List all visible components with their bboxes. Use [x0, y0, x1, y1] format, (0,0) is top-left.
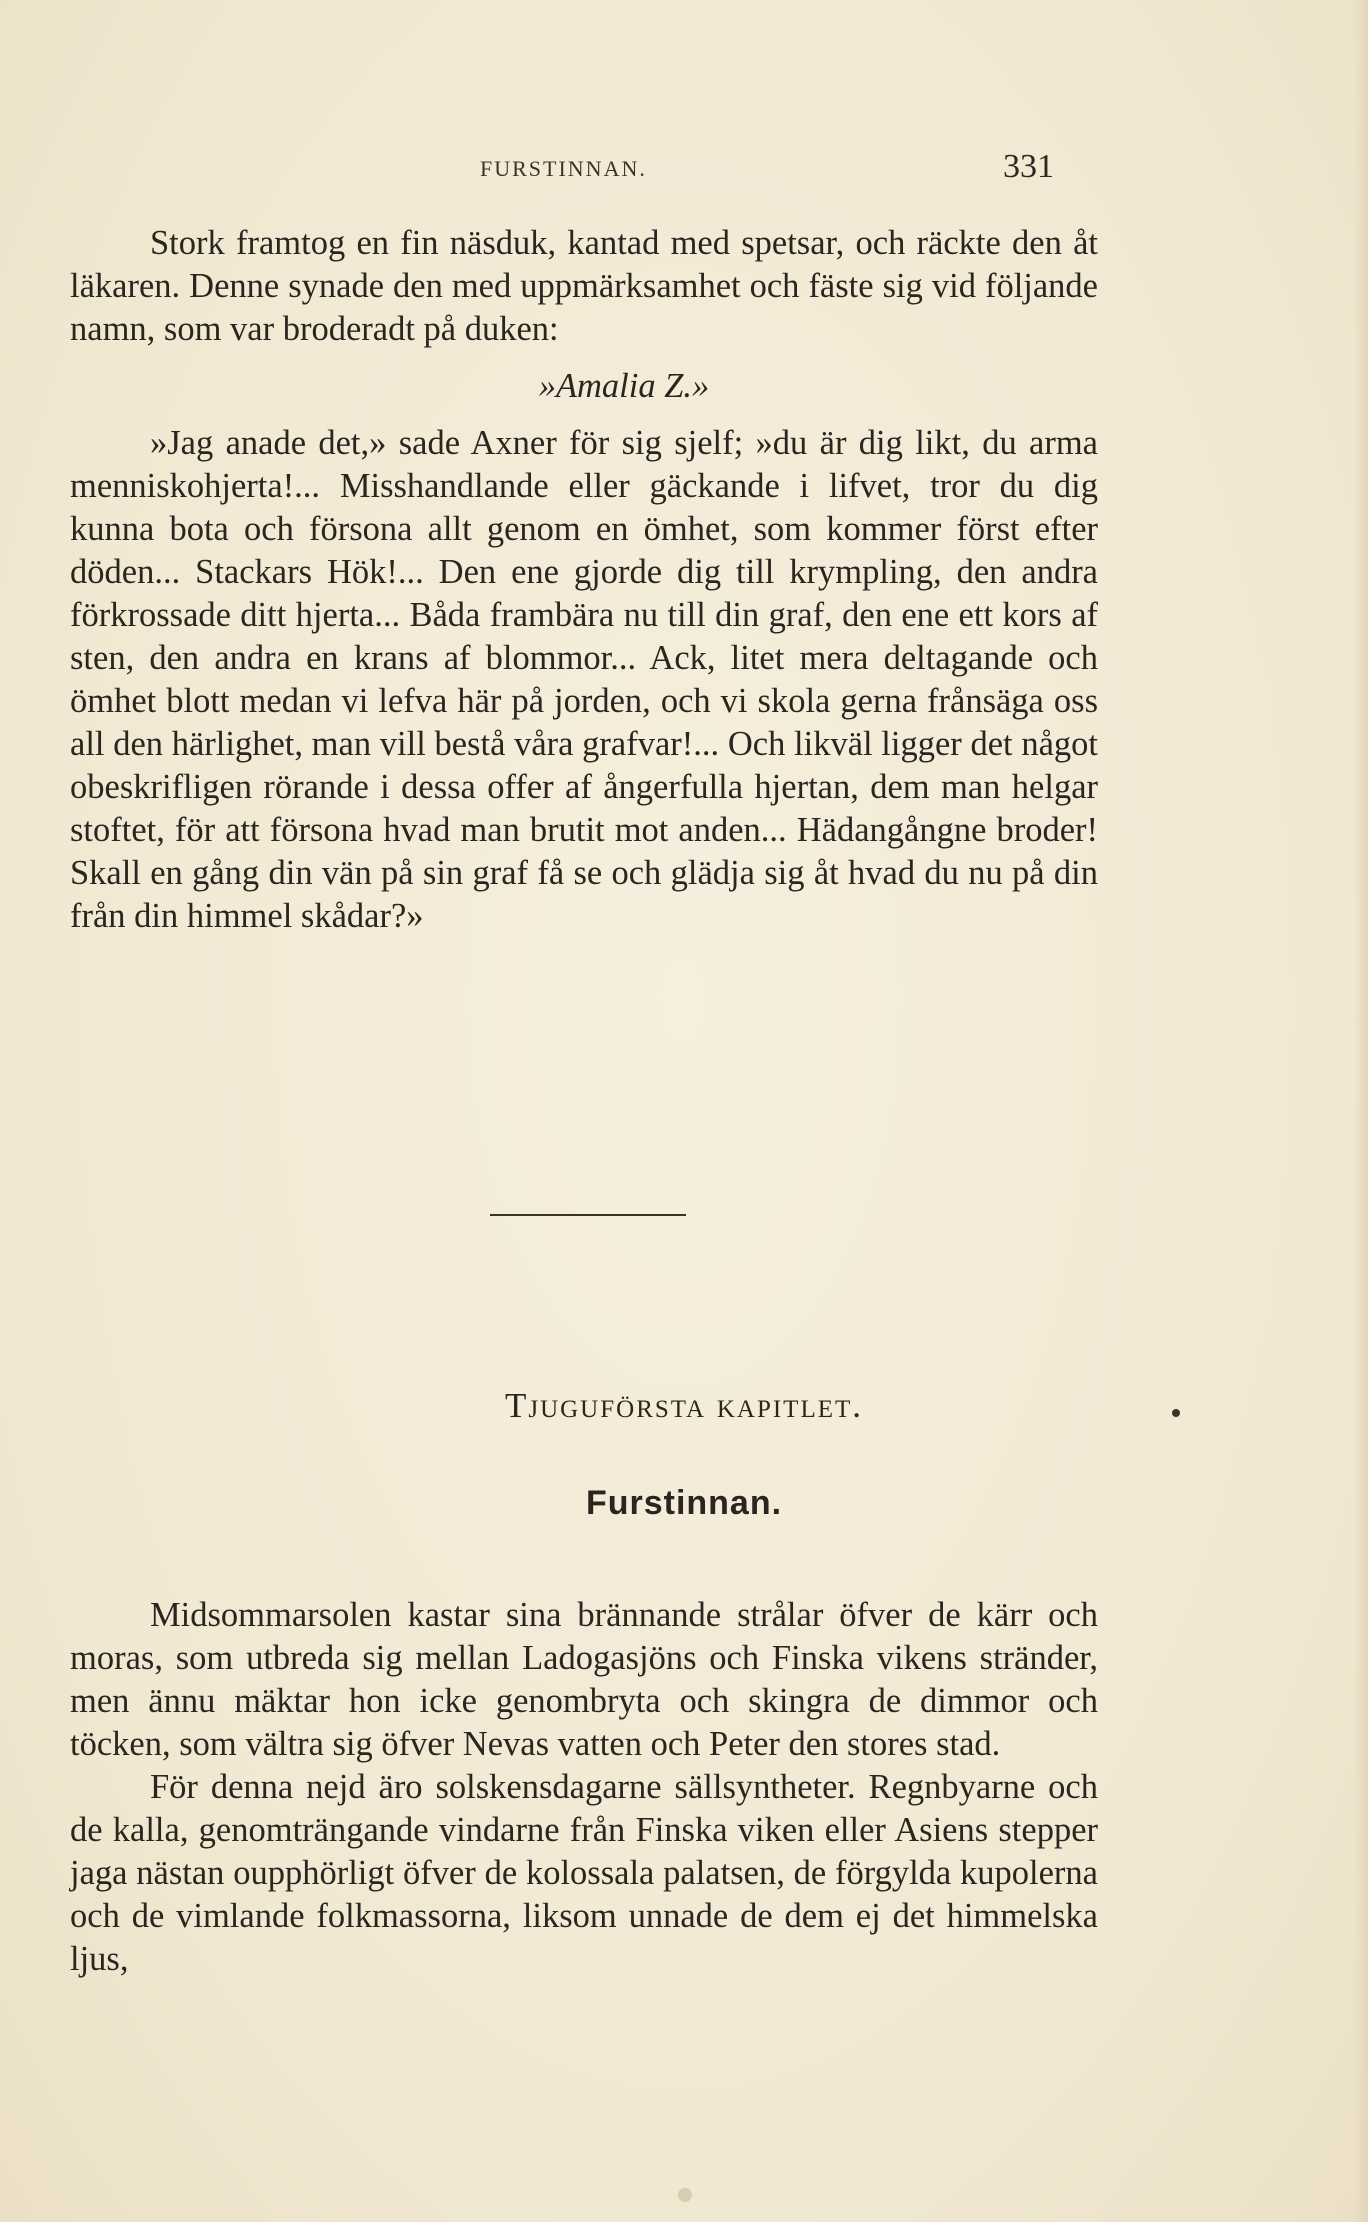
paper-stain: [678, 2188, 692, 2202]
paragraph-solskensdagarne: För denna nejd äro solskensdagarne sällsyntheter. Regnbyarne och de kalla, genomträngande vindarne från Finska viken eller Asiens stepper jaga nästan oupphörligt öfver de kolossala palatsen, de förgylda kupolerna och de vimlande folkmassorna, liksom unnade de dem ej det himmelska ljus,: [70, 1768, 1098, 1978]
paragraph-axner-monologue: »Jag anade det,» sade Axner för sig sjelf; »du är dig likt, du arma menniskohjerta!... Misshandlande eller gäckande i lifvet, tror du dig kunna bota och försona allt genom en ömhet, som kommer först efter döden... Stackars Hök!... Den ene gjorde dig till krympling, den andra förkrossade ditt hjerta... Båda frambära nu till din graf, den ene ett kors af sten, den andra en krans af blommor... Ack, litet mera deltagande och ömhet blott medan vi lefva här på jorden, och vi skola gerna frånsäga oss all den härlighet, man vill bestå våra grafvar!... Och likväl ligger det något obeskrifligen rörande i dessa offer af ångerfulla hjertan, dem man helgar stoftet, för att försona hvad man brutit mot anden... Hädangångne broder! Skall en gång din vän på sin graf få se och glädja sig åt hvad du nu på din från din himmel skådar?»: [70, 424, 1098, 935]
page-number: 331: [1003, 148, 1054, 185]
paragraph-midsommarsolen: Midsommarsolen kastar sina brännande strålar öfver de kärr och moras, som utbreda sig mellan Ladogasjöns och Finska vikens stränder, men ännu mäktar hon icke genombryta och skingra de dimmor och töcken, som vältra sig öfver Nevas vatten och Peter den stores stad.: [70, 1596, 1098, 1763]
embroidered-name: »Amalia Z.»: [538, 367, 710, 405]
section-two: [70, 1594, 1098, 1981]
chapter-title: Furstinnan.: [585, 1484, 783, 1522]
section-divider: [490, 1214, 686, 1216]
section-one: [70, 222, 1098, 938]
chapter-heading: Tjuguförsta kapitlet.: [504, 1386, 864, 1425]
paragraph-stork: Stork framtog en fin näsduk, kantad med spetsar, och räckte den åt läkaren. Denne synade den med uppmärksamhet och fäste sig vid följande namn, som var broderadt på duken:: [70, 224, 1098, 348]
running-title: FURSTINNAN.: [480, 156, 647, 181]
running-head: [0, 148, 1368, 188]
ink-speck: [1172, 1409, 1180, 1417]
